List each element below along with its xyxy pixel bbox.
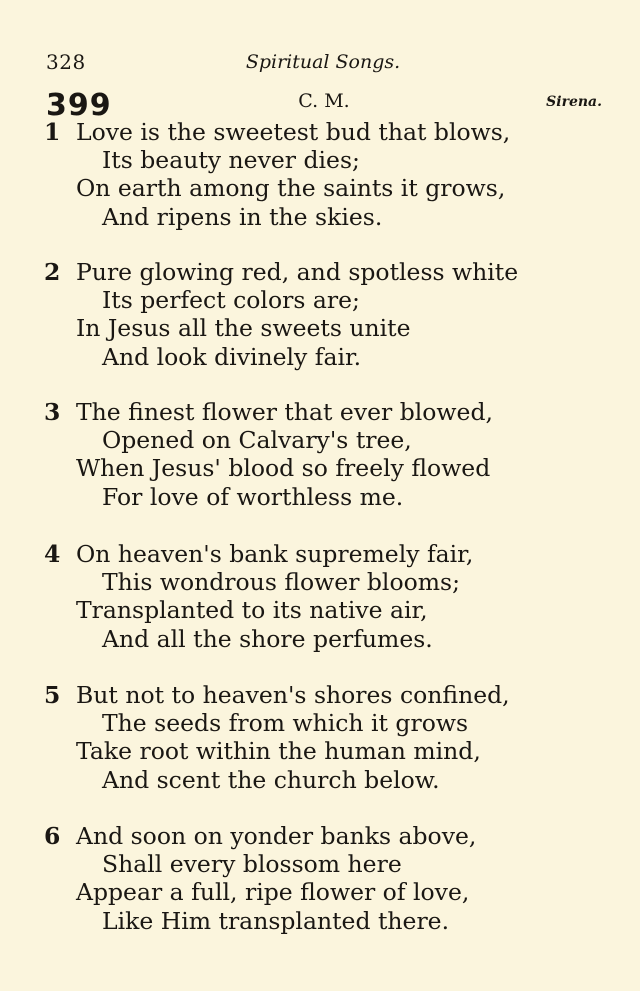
stanza-line-text: The finest flower that ever blowed, [76, 398, 493, 426]
stanza-line: Take root within the human mind, [76, 737, 481, 766]
stanza-line [44, 398, 604, 426]
page-header [46, 48, 600, 78]
stanza-line: And all the shore perfumes. [102, 624, 433, 653]
page-number: 328 [46, 50, 86, 74]
stanza-line: When Jesus' blood so freely flowed [76, 454, 491, 483]
running-head: Spiritual Songs. [245, 51, 401, 73]
stanza-line-text: Love is the sweetest bud that blows, [76, 118, 511, 146]
hymn-meter: C. M. [298, 90, 350, 112]
stanza-line [44, 540, 604, 568]
stanza-line [44, 258, 604, 286]
stanza-line: Appear a full, ripe flower of love, [76, 878, 470, 907]
stanza-line-text: Pure glowing red, and spotless white [76, 258, 519, 286]
stanza-line: Shall every blossom here [102, 850, 402, 879]
stanza-4 [44, 540, 604, 653]
stanza-line: This wondrous flower blooms; [102, 568, 461, 597]
stanza-line [44, 822, 604, 850]
stanza-line: And look divinely fair. [102, 342, 362, 371]
stanza-3 [44, 398, 604, 511]
stanza-1 [44, 118, 604, 231]
stanza-5 [44, 681, 604, 794]
stanza-line: The seeds from which it grows [102, 709, 469, 738]
stanza-line: On earth among the saints it grows, [76, 174, 506, 203]
stanza-line: In Jesus all the sweets unite [76, 314, 411, 343]
stanza-2 [44, 258, 604, 371]
stanza-line: And ripens in the skies. [102, 202, 383, 231]
stanza-line [44, 681, 604, 709]
stanza-6 [44, 822, 604, 935]
stanza-line: Like Him transplanted there. [102, 906, 450, 935]
stanza-number: 3 [44, 398, 61, 426]
stanza-line: For love of worthless me. [102, 482, 404, 511]
stanza-number: 4 [44, 540, 61, 568]
stanza-number: 1 [44, 118, 61, 146]
stanza-line-text: But not to heaven's shores confined, [76, 681, 510, 709]
stanza-line: Its beauty never dies; [102, 146, 360, 175]
hymn-number: 399 [46, 88, 112, 123]
stanza-number: 5 [44, 681, 61, 709]
tune-name: Sirena. [546, 94, 602, 110]
stanza-line-text: On heaven's bank supremely fair, [76, 540, 474, 568]
stanza-number: 6 [44, 822, 61, 850]
stanza-line-text: And soon on yonder banks above, [76, 822, 477, 850]
stanza-line [44, 118, 604, 146]
stanza-line: Transplanted to its native air, [76, 596, 428, 625]
stanza-line: Its perfect colors are; [102, 286, 360, 315]
stanza-number: 2 [44, 258, 61, 286]
stanza-line: And scent the church below. [102, 765, 440, 794]
stanza-line: Opened on Calvary's tree, [102, 426, 412, 455]
